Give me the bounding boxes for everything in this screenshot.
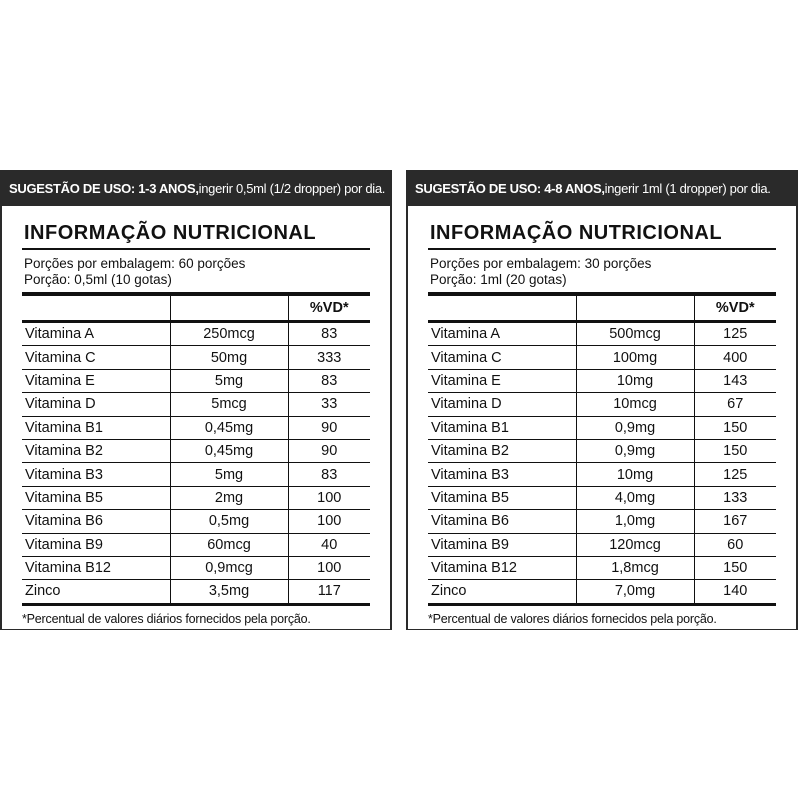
- nutrient-name: Vitamina B2: [428, 439, 576, 462]
- header-vd: %VD*: [694, 296, 776, 322]
- serving-size: Porção: 1ml (20 gotas): [430, 272, 567, 287]
- nutrient-vd: 140: [694, 580, 776, 604]
- nutrient-name: Zinco: [428, 580, 576, 604]
- nutrient-row: [428, 416, 776, 439]
- nutrient-vd: 67: [694, 393, 776, 416]
- nutrient-vd: 90: [288, 439, 370, 462]
- nutrient-name: Vitamina E: [428, 369, 576, 392]
- nutrient-name: Vitamina B6: [428, 510, 576, 533]
- nutrient-amount: 10mg: [576, 463, 694, 486]
- nutrient-name: Vitamina A: [428, 322, 576, 346]
- nutrient-row: [428, 486, 776, 509]
- nutrient-table-body: [428, 296, 776, 604]
- nutrient-amount: 500mcg: [576, 322, 694, 346]
- nutrient-vd: 150: [694, 556, 776, 579]
- nutrition-panel-1-3-years: [0, 170, 392, 630]
- nutrient-row: [22, 439, 370, 462]
- table-header-row: [22, 296, 370, 322]
- nutrient-name: Vitamina B1: [428, 416, 576, 439]
- nutrient-row: [428, 393, 776, 416]
- nutrient-vd: 60: [694, 533, 776, 556]
- header-nutrient: [428, 296, 576, 322]
- nutrient-vd: 83: [288, 369, 370, 392]
- serving-info: [428, 256, 776, 288]
- nutrient-amount: 10mg: [576, 369, 694, 392]
- nutrient-table-body: [22, 296, 370, 604]
- nutrient-row: [22, 322, 370, 346]
- nutrient-row: [22, 393, 370, 416]
- nutrient-name: Vitamina B3: [428, 463, 576, 486]
- nutrient-row: [428, 510, 776, 533]
- nutrient-amount: 1,8mcg: [576, 556, 694, 579]
- table-header-row: [428, 296, 776, 322]
- servings-per-package: Porções por embalagem: 30 porções: [430, 256, 652, 271]
- nutrient-vd: 83: [288, 463, 370, 486]
- nutrient-amount: 5mcg: [170, 393, 288, 416]
- nutrient-table: [22, 296, 370, 606]
- nutrient-name: Vitamina A: [22, 322, 170, 346]
- nutrient-name: Vitamina B12: [428, 556, 576, 579]
- nutrient-name: Vitamina B3: [22, 463, 170, 486]
- nutrient-name: Vitamina B5: [22, 486, 170, 509]
- nutrient-name: Vitamina D: [22, 393, 170, 416]
- nutrient-name: Vitamina B2: [22, 439, 170, 462]
- footnote: *Percentual de valores diários fornecidos pela porção.: [428, 611, 717, 626]
- nutrient-vd: 133: [694, 486, 776, 509]
- nutrient-name: Vitamina C: [22, 346, 170, 369]
- header-nutrient: [22, 296, 170, 322]
- nutrient-amount: 0,45mg: [170, 416, 288, 439]
- nutrient-vd: 150: [694, 439, 776, 462]
- nutrient-amount: 5mg: [170, 463, 288, 486]
- nutrient-name: Vitamina C: [428, 346, 576, 369]
- nutrient-name: Vitamina B1: [22, 416, 170, 439]
- nutrient-row: [428, 556, 776, 579]
- nutrient-vd: 90: [288, 416, 370, 439]
- nutrient-row: [428, 322, 776, 346]
- nutrition-title: INFORMAÇÃO NUTRICIONAL: [430, 222, 723, 244]
- nutrition-title: INFORMAÇÃO NUTRICIONAL: [24, 222, 317, 244]
- nutrient-vd: 333: [288, 346, 370, 369]
- nutrition-facts-card: [408, 206, 796, 629]
- nutrient-amount: 0,9mcg: [170, 556, 288, 579]
- nutrient-row: [428, 346, 776, 369]
- title-divider: [428, 248, 776, 250]
- nutrient-row: [22, 346, 370, 369]
- usage-banner: [1, 170, 391, 206]
- nutrient-row: [428, 439, 776, 462]
- nutrient-vd: 40: [288, 533, 370, 556]
- nutrient-vd: 400: [694, 346, 776, 369]
- nutrient-name: Vitamina B9: [428, 533, 576, 556]
- nutrition-facts-card: [2, 206, 390, 629]
- nutrient-amount: 0,5mg: [170, 510, 288, 533]
- nutrient-row: [428, 463, 776, 486]
- nutrient-name: Vitamina E: [22, 369, 170, 392]
- nutrient-name: Vitamina D: [428, 393, 576, 416]
- title-divider: [22, 248, 370, 250]
- nutrient-vd: 117: [288, 580, 370, 604]
- nutrient-vd: 167: [694, 510, 776, 533]
- nutrient-vd: 150: [694, 416, 776, 439]
- usage-text: ingerir 1ml (1 dropper) por dia.: [604, 180, 771, 196]
- header-amount: [576, 296, 694, 322]
- nutrient-amount: 100mg: [576, 346, 694, 369]
- servings-per-package: Porções por embalagem: 60 porções: [24, 256, 246, 271]
- nutrient-name: Vitamina B9: [22, 533, 170, 556]
- nutrient-table: [428, 296, 776, 606]
- footnote: *Percentual de valores diários fornecidos pela porção.: [22, 611, 311, 626]
- serving-size: Porção: 0,5ml (10 gotas): [24, 272, 172, 287]
- serving-info: [22, 256, 370, 288]
- nutrient-amount: 2mg: [170, 486, 288, 509]
- nutrient-row: [428, 369, 776, 392]
- nutrient-amount: 10mcg: [576, 393, 694, 416]
- nutrient-amount: 5mg: [170, 369, 288, 392]
- nutrient-row: [428, 533, 776, 556]
- nutrient-vd: 100: [288, 510, 370, 533]
- nutrient-row: [428, 580, 776, 604]
- nutrient-row: [22, 510, 370, 533]
- nutrient-vd: 100: [288, 556, 370, 579]
- usage-text: ingerir 0,5ml (1/2 dropper) por dia.: [198, 180, 386, 196]
- nutrient-vd: 125: [694, 322, 776, 346]
- nutrient-vd: 33: [288, 393, 370, 416]
- nutrient-vd: 83: [288, 322, 370, 346]
- nutrient-amount: 7,0mg: [576, 580, 694, 604]
- nutrient-name: Vitamina B5: [428, 486, 576, 509]
- nutrient-amount: 0,45mg: [170, 439, 288, 462]
- nutrient-row: [22, 463, 370, 486]
- nutrient-amount: 4,0mg: [576, 486, 694, 509]
- nutrient-row: [22, 486, 370, 509]
- nutrient-amount: 250mcg: [170, 322, 288, 346]
- nutrient-vd: 143: [694, 369, 776, 392]
- usage-label: SUGESTÃO DE USO: 1-3 ANOS,: [9, 180, 199, 196]
- nutrient-amount: 50mg: [170, 346, 288, 369]
- nutrient-amount: 0,9mg: [576, 416, 694, 439]
- nutrient-row: [22, 369, 370, 392]
- nutrient-amount: 1,0mg: [576, 510, 694, 533]
- nutrition-panel-4-8-years: [406, 170, 798, 630]
- header-vd: %VD*: [288, 296, 370, 322]
- nutrient-amount: 120mcg: [576, 533, 694, 556]
- nutrient-amount: 60mcg: [170, 533, 288, 556]
- header-amount: [170, 296, 288, 322]
- nutrient-row: [22, 556, 370, 579]
- nutrient-amount: 0,9mg: [576, 439, 694, 462]
- nutrient-vd: 100: [288, 486, 370, 509]
- usage-banner: [407, 170, 797, 206]
- nutrient-row: [22, 580, 370, 604]
- nutrient-row: [22, 533, 370, 556]
- nutrient-row: [22, 416, 370, 439]
- nutrient-name: Vitamina B6: [22, 510, 170, 533]
- nutrient-name: Vitamina B12: [22, 556, 170, 579]
- nutrient-vd: 125: [694, 463, 776, 486]
- nutrient-amount: 3,5mg: [170, 580, 288, 604]
- usage-label: SUGESTÃO DE USO: 4-8 ANOS,: [415, 180, 605, 196]
- nutrient-name: Zinco: [22, 580, 170, 604]
